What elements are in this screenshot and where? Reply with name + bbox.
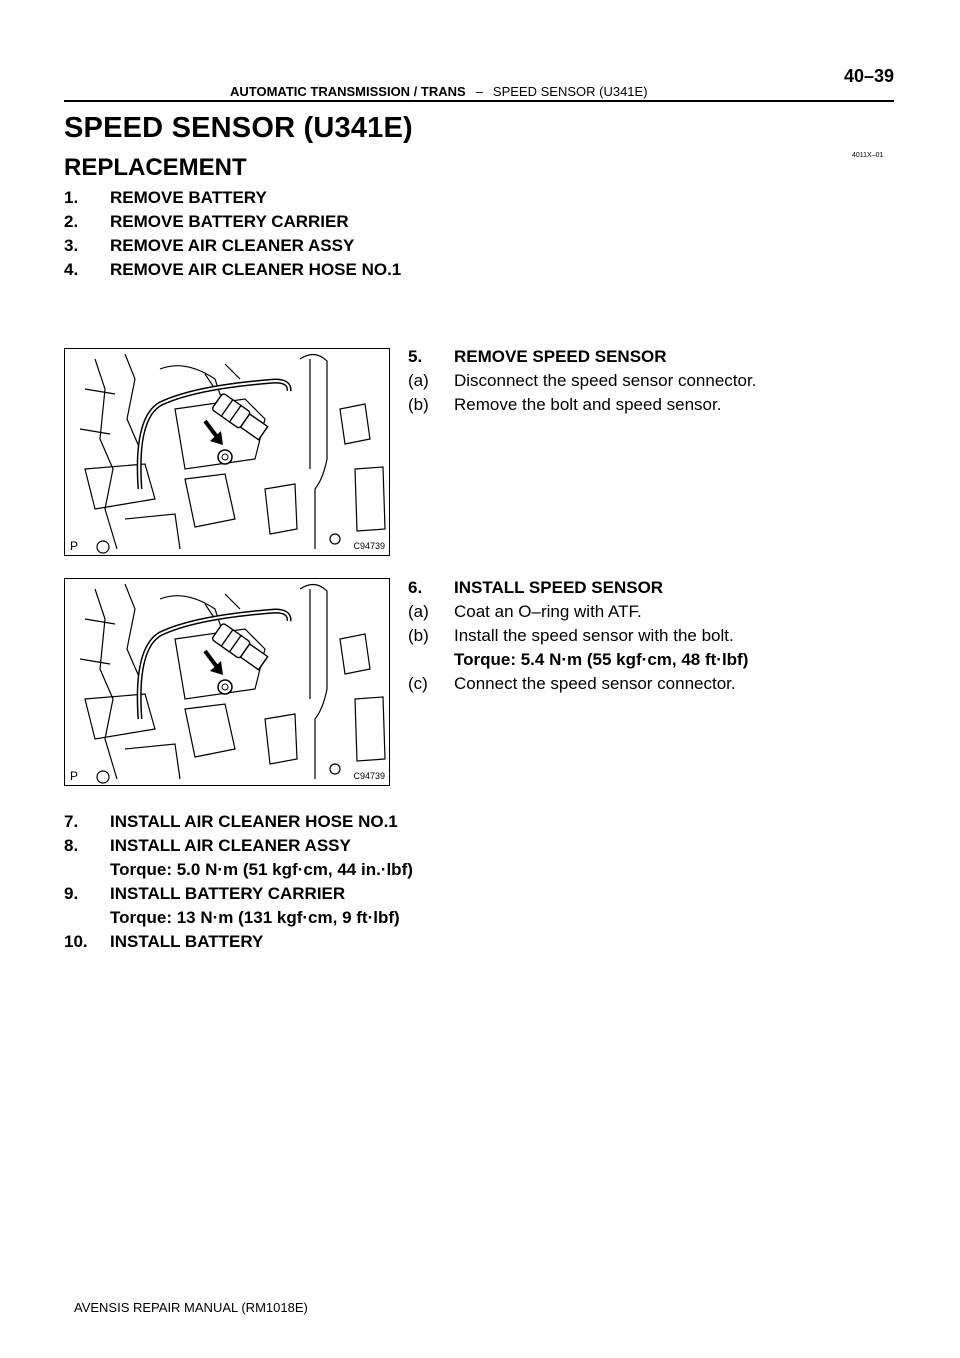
figure-p-mark: P — [70, 539, 79, 553]
figure-code: C94739 — [353, 541, 385, 551]
step-number: 4. — [64, 260, 79, 279]
step-item — [408, 576, 748, 600]
sub-step-number: (a) — [408, 602, 429, 621]
figure-code: C94739 — [353, 771, 385, 781]
step-item — [64, 834, 413, 858]
sub-step-text: Connect the speed sensor connector. — [454, 674, 736, 693]
page-title: SPEED SENSOR (U341E) — [64, 112, 413, 144]
sub-step — [408, 369, 756, 393]
step-number: 9. — [64, 884, 79, 903]
sub-step — [408, 393, 756, 417]
step-text: REMOVE SPEED SENSOR — [454, 347, 667, 366]
step-text: REMOVE AIR CLEANER HOSE NO.1 — [110, 260, 402, 279]
steps-bottom — [64, 810, 413, 954]
step-item — [64, 234, 401, 258]
page-footer: AVENSIS REPAIR MANUAL (RM1018E) — [74, 1300, 308, 1315]
step-item — [64, 930, 413, 954]
step-6 — [408, 576, 748, 696]
sub-step-number: (b) — [408, 626, 429, 645]
header-topic: SPEED SENSOR (U341E) — [492, 84, 648, 99]
engine-illustration — [65, 579, 389, 785]
step-text: INSTALL BATTERY — [110, 932, 264, 951]
torque-spec: Torque: 13 N·m (131 kgf·cm, 9 ft·lbf) — [110, 908, 400, 927]
sub-step-text: Coat an O–ring with ATF. — [454, 602, 642, 621]
step-number: 5. — [408, 347, 423, 366]
step-item — [408, 345, 756, 369]
figure-remove-speed-sensor — [64, 348, 390, 556]
step-5 — [408, 345, 756, 417]
figure-install-speed-sensor — [64, 578, 390, 786]
header-section: AUTOMATIC TRANSMISSION / TRANS — [230, 84, 466, 99]
sub-step — [408, 624, 748, 648]
sub-step — [408, 672, 748, 696]
step-item — [64, 258, 401, 282]
step-text: REMOVE BATTERY CARRIER — [110, 212, 349, 231]
page-number: 40–39 — [843, 66, 894, 86]
document-code: 4011X–01 — [852, 152, 884, 159]
step-text: INSTALL AIR CLEANER ASSY — [110, 836, 351, 855]
header-rule — [64, 100, 894, 102]
figure-p-mark: P — [70, 769, 79, 783]
step-item — [64, 882, 413, 906]
step-text: INSTALL SPEED SENSOR — [454, 578, 664, 597]
step-text: INSTALL AIR CLEANER HOSE NO.1 — [110, 812, 398, 831]
step-text: REMOVE BATTERY — [110, 188, 267, 207]
step-item — [64, 210, 401, 234]
sub-step-number: (b) — [408, 395, 429, 414]
sub-step-text: Remove the bolt and speed sensor. — [454, 395, 722, 414]
sub-step-number: (c) — [408, 674, 428, 693]
sub-step-number: (a) — [408, 371, 429, 390]
sub-step-text: Install the speed sensor with the bolt. — [454, 626, 734, 645]
step-text: INSTALL BATTERY CARRIER — [110, 884, 346, 903]
steps-top — [64, 186, 401, 282]
step-number: 2. — [64, 212, 79, 231]
running-header — [230, 84, 648, 99]
step-number: 6. — [408, 578, 423, 597]
torque-spec: Torque: 5.0 N·m (51 kgf·cm, 44 in.·lbf) — [110, 860, 413, 879]
step-item — [64, 810, 413, 834]
header-dash: – — [475, 84, 483, 99]
engine-illustration — [65, 349, 389, 555]
step-number: 1. — [64, 188, 79, 207]
sub-step-text: Disconnect the speed sensor connector. — [454, 371, 757, 390]
step-number: 3. — [64, 236, 79, 255]
sub-step — [408, 600, 748, 624]
step-number: 8. — [64, 836, 79, 855]
step-text: REMOVE AIR CLEANER ASSY — [110, 236, 355, 255]
step-number: 7. — [64, 812, 79, 831]
section-subtitle: REPLACEMENT — [64, 154, 247, 181]
step-item — [64, 186, 401, 210]
step-number: 10. — [64, 932, 88, 951]
torque-spec: Torque: 5.4 N·m (55 kgf·cm, 48 ft·lbf) — [454, 650, 749, 669]
